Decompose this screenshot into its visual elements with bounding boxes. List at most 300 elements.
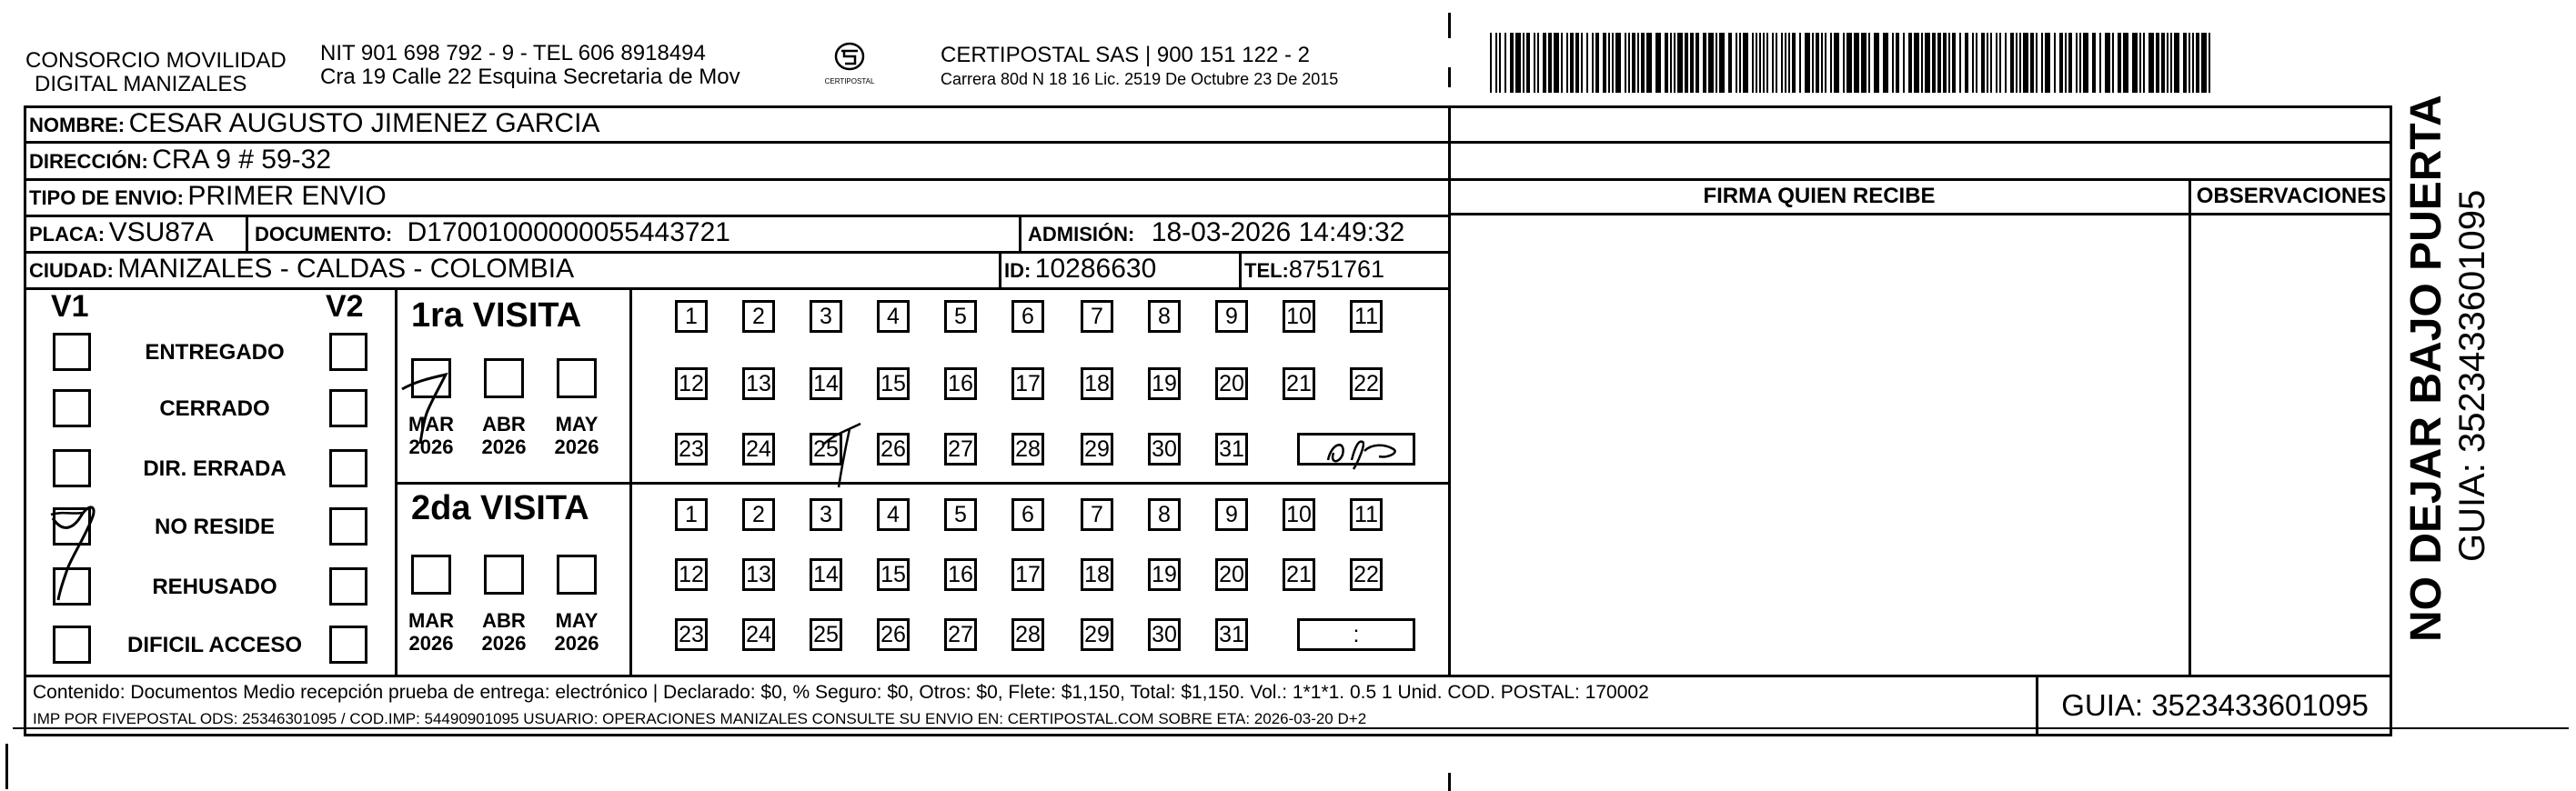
barcode-bar (2065, 33, 2067, 93)
barcode-bar (1696, 33, 1699, 93)
barcode-bar (1595, 33, 1599, 93)
barcode-bar (2076, 33, 2078, 93)
day-box[interactable]: 28 (1011, 618, 1044, 651)
status-label: CERRADO (159, 396, 270, 421)
barcode-bar (1504, 33, 1506, 93)
time-box[interactable]: : (1297, 618, 1415, 651)
day-box[interactable]: 18 (1081, 558, 1113, 591)
first-visit-label: 1ra VISITA (411, 296, 582, 335)
day-box[interactable]: 30 (1148, 618, 1181, 651)
address-value: CRA 9 # 59-32 (152, 145, 332, 175)
barcode-bar (1685, 33, 1688, 93)
name-label: NOMBRE: (29, 114, 126, 136)
barcode-bar (1561, 33, 1563, 93)
month-year: 2026 (481, 436, 527, 458)
document-field (255, 215, 730, 255)
day-box[interactable]: 9 (1215, 300, 1248, 333)
month-checkbox[interactable] (484, 358, 524, 398)
admission-value: 18-03-2026 14:49:32 (1151, 217, 1405, 247)
barcode-bar (2112, 33, 2114, 93)
barcode-bar (2209, 33, 2210, 93)
scan-mark (1448, 13, 1451, 38)
observations-header: OBSERVACIONES (2196, 184, 2387, 208)
barcode-bar (1932, 33, 1936, 93)
v2-checkbox[interactable] (329, 567, 367, 606)
barcode-bar (1543, 33, 1546, 93)
barcode-bar (1959, 33, 1961, 93)
day-box[interactable]: 11 (1350, 498, 1383, 531)
barcode-bar (1566, 33, 1568, 93)
barcode-bar (1586, 33, 1588, 93)
barcode-bar (1914, 33, 1919, 93)
barcode-bar (1628, 33, 1630, 93)
tel-divider (1239, 251, 1242, 287)
sender-nit: NIT 901 698 792 - 9 - TEL 606 8918494 (320, 41, 706, 65)
month-label (549, 609, 604, 655)
day-box[interactable]: 21 (1283, 367, 1315, 400)
month-name: MAR (408, 413, 455, 436)
month-year: 2026 (554, 632, 599, 655)
handwritten-time-mark (1312, 433, 1430, 473)
barcode-bar (1908, 33, 1912, 93)
barcode-bar (1937, 33, 1941, 93)
barcode-bar (2092, 33, 2096, 93)
day-box[interactable]: 6 (1011, 498, 1044, 531)
side-guide (2452, 190, 2492, 562)
barcode-bar (1665, 33, 1668, 93)
day-box[interactable]: 8 (1148, 300, 1181, 333)
day-box[interactable]: 7 (1081, 300, 1113, 333)
day-box[interactable]: 24 (742, 433, 775, 466)
barcode-bar (2036, 33, 2038, 93)
carrier-logo-text: CERTIPOSTAL (824, 77, 875, 85)
barcode-bar (1515, 33, 1521, 93)
barcode-bar (1805, 33, 1810, 93)
day-box[interactable]: 25 (810, 618, 842, 651)
barcode-bar (2105, 33, 2110, 93)
day-box[interactable]: 15 (877, 558, 910, 591)
scan-mark (1448, 773, 1451, 791)
status-label: ENTREGADO (145, 340, 285, 365)
barcode-bar (2174, 33, 2179, 93)
document-value: D17001000000055443721 (407, 217, 730, 247)
side-warning (2403, 95, 2450, 642)
day-box[interactable]: 1 (675, 300, 708, 333)
month-checkbox[interactable] (484, 555, 524, 595)
day-box[interactable]: 2 (742, 498, 775, 531)
v1-checkbox[interactable] (53, 333, 91, 371)
barcode-bar (1523, 33, 1524, 93)
barcode-bar (1921, 33, 1923, 93)
month-year: 2026 (408, 632, 454, 655)
signature-header: FIRMA QUIEN RECIBE (1703, 184, 1936, 208)
days-divider (629, 287, 632, 675)
barcode-bar (2083, 33, 2088, 93)
barcode-bar (2019, 33, 2021, 93)
carrier-address: Carrera 80d N 18 16 Lic. 2519 De Octubre 23 De 2015 (941, 70, 1339, 88)
month-name: MAY (555, 413, 599, 436)
day-box[interactable]: 19 (1148, 558, 1181, 591)
day-box[interactable]: 13 (742, 367, 775, 400)
barcode-bar (1510, 33, 1514, 93)
barcode-bar (1490, 33, 1492, 93)
observations-area[interactable] (2192, 216, 2390, 673)
barcode-bar (1708, 33, 1714, 93)
month-checkbox[interactable] (411, 555, 451, 595)
barcode-bar (2201, 33, 2207, 93)
visit-divider (395, 482, 1450, 485)
signature-header-border (1448, 213, 2392, 215)
plate-field (29, 215, 214, 255)
barcode-bar (1788, 33, 1790, 93)
month-label (477, 413, 531, 458)
handwritten-day-mark (815, 418, 870, 491)
day-box[interactable]: 27 (944, 618, 977, 651)
barcode-bar (1772, 33, 1774, 93)
v1-checkbox[interactable] (53, 449, 91, 487)
day-box[interactable]: 3 (810, 300, 842, 333)
day-box[interactable]: 26 (877, 618, 910, 651)
barcode-bar (1976, 33, 1977, 93)
name-field (29, 105, 599, 146)
barcode-bar (1495, 33, 1497, 93)
barcode-bar (1655, 33, 1661, 93)
day-box[interactable]: 20 (1215, 558, 1248, 591)
day-box[interactable]: 29 (1081, 433, 1113, 466)
barcode-bar (2167, 33, 2168, 93)
barcode-bar (1781, 33, 1783, 93)
barcode-bar (1996, 33, 1997, 93)
shipping-type-label: TIPO DE ENVIO: (29, 186, 184, 209)
barcode-bar (1728, 33, 1732, 93)
barcode-bar (1534, 33, 1535, 93)
name-value: CESAR AUGUSTO JIMENEZ GARCIA (128, 108, 600, 138)
barcode-bar (1743, 33, 1748, 93)
tel-label: TEL: (1244, 259, 1289, 282)
v2-label: V2 (326, 289, 364, 324)
day-box[interactable]: 6 (1011, 300, 1044, 333)
day-box[interactable]: 5 (944, 498, 977, 531)
day-box[interactable]: 22 (1350, 558, 1383, 591)
day-box[interactable]: 10 (1283, 498, 1315, 531)
month-name: ABR (482, 413, 526, 436)
admission-field (1028, 215, 1404, 255)
barcode-bar (1883, 33, 1888, 93)
day-box[interactable]: 18 (1081, 367, 1113, 400)
day-box[interactable]: 17 (1011, 558, 1044, 591)
barcode-bar (2030, 33, 2034, 93)
barcode-bar (2059, 33, 2063, 93)
barcode-bar (1646, 33, 1652, 93)
barcode-bar (1703, 33, 1706, 93)
day-box[interactable]: 4 (877, 498, 910, 531)
barcode-bar (1570, 33, 1574, 93)
day-box[interactable]: 19 (1148, 367, 1181, 400)
day-box[interactable]: 13 (742, 558, 775, 591)
v2-checkbox[interactable] (329, 449, 367, 487)
day-box[interactable]: 10 (1283, 300, 1315, 333)
day-box[interactable]: 9 (1215, 498, 1248, 531)
v1-checkbox[interactable] (53, 626, 91, 664)
shipping-type-field (29, 178, 387, 219)
barcode-bar (2068, 33, 2072, 93)
barcode-bar (1825, 33, 1826, 93)
barcode-bar (1861, 33, 1867, 93)
day-box[interactable]: 3 (810, 498, 842, 531)
barcode-bar (1821, 33, 1823, 93)
observations-divider (2189, 178, 2191, 675)
day-box[interactable]: 21 (1283, 558, 1315, 591)
day-box[interactable]: 14 (810, 558, 842, 591)
barcode-bar (1752, 33, 1754, 93)
barcode-bar (1612, 33, 1614, 93)
barcode-bar (2156, 33, 2159, 93)
barcode-bar (2005, 33, 2007, 93)
sender-address: Cra 19 Calle 22 Esquina Secretaria de Mov (320, 65, 740, 89)
carrier-info (941, 44, 1338, 89)
id-value: 10286630 (1034, 254, 1157, 284)
barcode-bar (2010, 33, 2014, 93)
day-box[interactable]: 16 (944, 558, 977, 591)
barcode-bar (1874, 33, 1879, 93)
barcode-bar (1903, 33, 1905, 93)
day-box[interactable]: 26 (877, 433, 910, 466)
barcode-bar (1719, 33, 1725, 93)
barcode-bar (1670, 33, 1672, 93)
footer-content-line: Contenido: Documentos Medio recepción prueba de entrega: electrónico | Declarado: $0, % Seguro: $0, Otros: $0, Flete: $1,150, Total: $1,150. Vol.: 1*1*1. 0.5 1 Unid. COD. POSTAL: 170002 (33, 682, 1649, 703)
plate-label: PLACA: (29, 223, 106, 245)
barcode-bar (2183, 33, 2187, 93)
barcode-bar (1776, 33, 1777, 93)
barcode-bar (2123, 33, 2128, 93)
admission-label: ADMISIÓN: (1028, 223, 1135, 245)
scan-mark (1448, 67, 1451, 87)
barcode-bar (1739, 33, 1741, 93)
day-box[interactable]: 29 (1081, 618, 1113, 651)
address-label: DIRECCIÓN: (29, 150, 148, 173)
carrier-name: CERTIPOSTAL SAS | 900 151 122 - 2 (941, 43, 1310, 67)
day-box[interactable]: 25 (810, 433, 842, 466)
barcode-bar (1603, 33, 1606, 93)
v2-checkbox[interactable] (329, 333, 367, 371)
plate-divider (246, 215, 248, 251)
barcode-bar (1948, 33, 1950, 93)
barcode-bar (1843, 33, 1845, 93)
barcode-bar (1763, 33, 1765, 93)
sender-name (25, 49, 287, 96)
footer-imp-line: IMP POR FIVEPOSTAL ODS: 25346301095 / COD.IMP: 54490901095 USUARIO: OPERACIONES MANIZALES CONSULTE SU ENVIO EN: CERTIPOSTAL.COM SOBRE ETA: 2026-03-20 D+2 (33, 710, 1367, 727)
day-box[interactable]: 12 (675, 367, 708, 400)
barcode-bar (2161, 33, 2165, 93)
plate-value: VSU87A (108, 217, 214, 247)
barcode-bar (1812, 33, 1814, 93)
sender-info (320, 42, 740, 89)
barcode-bar (1816, 33, 1819, 93)
day-box[interactable]: 31 (1215, 433, 1248, 466)
barcode-bar (1792, 33, 1796, 93)
barcode-bar (2045, 33, 2050, 93)
scan-mark (5, 744, 8, 789)
handwritten-month-mark (397, 358, 460, 449)
barcode-bar (2143, 33, 2145, 93)
barcode-bar (1759, 33, 1761, 93)
month-checkbox[interactable] (557, 358, 597, 398)
barcode-bar (1785, 33, 1786, 93)
day-box[interactable]: 28 (1011, 433, 1044, 466)
barcode-bar (1854, 33, 1859, 93)
day-box[interactable]: 22 (1350, 367, 1383, 400)
month-name: ABR (482, 609, 526, 632)
barcode-bar (2023, 33, 2028, 93)
barcode-bar (1896, 33, 1899, 93)
day-box[interactable]: 14 (810, 367, 842, 400)
handwritten-check (45, 498, 118, 607)
barcode-bar (1830, 33, 1832, 93)
barcode-bar (1799, 33, 1801, 93)
shipping-type-value: PRIMER ENVIO (187, 181, 387, 211)
barcode-bar (1526, 33, 1530, 93)
barcode-bar (1943, 33, 1947, 93)
side-guide-text: GUIA: 3523433601095 (2452, 189, 2492, 562)
barcode-bar (2132, 33, 2138, 93)
day-box[interactable]: 11 (1350, 300, 1383, 333)
day-box[interactable]: 30 (1148, 433, 1181, 466)
barcode-bar (1499, 33, 1501, 93)
carrier-logo (824, 40, 875, 86)
sender-name-line2: DIGITAL MANIZALES (35, 72, 247, 96)
day-box[interactable]: 23 (675, 618, 708, 651)
barcode-bar (2196, 33, 2199, 93)
month-checkbox[interactable] (557, 555, 597, 595)
barcode-bar (1615, 33, 1621, 93)
status-label: NO RESIDE (154, 515, 276, 539)
barcode-bar (1554, 33, 1559, 93)
id-label: ID: (1004, 259, 1031, 282)
month-year: 2026 (554, 436, 599, 458)
day-box[interactable]: 16 (944, 367, 977, 400)
month-label (549, 413, 604, 458)
barcode (1490, 33, 2218, 93)
day-box[interactable]: 31 (1215, 618, 1248, 651)
barcode-bar (1892, 33, 1894, 93)
id-divider (999, 251, 1001, 287)
barcode-bar (2118, 33, 2121, 93)
barcode-bar (2139, 33, 2141, 93)
barcode-bar (1834, 33, 1839, 93)
day-box[interactable]: 2 (742, 300, 775, 333)
barcode-bar (1575, 33, 1579, 93)
barcode-bar (2079, 33, 2081, 93)
barcode-bar (1548, 33, 1552, 93)
day-box[interactable]: 23 (675, 433, 708, 466)
barcode-bar (1537, 33, 1539, 93)
barcode-bar (1999, 33, 2001, 93)
month-name: MAR (408, 609, 455, 632)
month-label (477, 609, 531, 655)
barcode-bar (2170, 33, 2172, 93)
v2-checkbox[interactable] (329, 626, 367, 664)
v1-label: V1 (51, 289, 89, 324)
barcode-bar (1766, 33, 1768, 93)
second-visit-label: 2da VISITA (411, 489, 589, 527)
barcode-bar (2148, 33, 2154, 93)
status-label: REHUSADO (152, 575, 277, 599)
day-box[interactable]: 7 (1081, 498, 1113, 531)
barcode-bar (1965, 33, 1968, 93)
barcode-bar (1674, 33, 1675, 93)
day-box[interactable]: 1 (675, 498, 708, 531)
v2-checkbox[interactable] (329, 389, 367, 427)
footer-guide-number: GUIA: 3523433601095 (2061, 688, 2369, 722)
barcode-bar (2016, 33, 2018, 93)
barcode-bar (1952, 33, 1956, 93)
month-year: 2026 (408, 436, 454, 458)
barcode-bar (1868, 33, 1870, 93)
barcode-bar (1637, 33, 1639, 93)
barcode-bar (2041, 33, 2043, 93)
month-year: 2026 (481, 632, 527, 655)
barcode-bar (2054, 33, 2056, 93)
month-name: MAY (555, 609, 599, 632)
city-label: CIUDAD: (29, 259, 114, 282)
day-box[interactable]: 20 (1215, 367, 1248, 400)
barcode-bar (1592, 33, 1594, 93)
status-label: DIR. ERRADA (143, 456, 287, 481)
barcode-bar (1756, 33, 1757, 93)
barcode-bar (1677, 33, 1683, 93)
v1-checkbox[interactable] (53, 389, 91, 427)
admission-divider (1019, 215, 1021, 251)
barcode-bar (1987, 33, 1988, 93)
month-label (404, 609, 458, 655)
barcode-bar (2192, 33, 2194, 93)
barcode-bar (1641, 33, 1645, 93)
day-box[interactable]: 17 (1011, 367, 1044, 400)
id-field (1004, 251, 1156, 292)
barcode-bar (1981, 33, 1985, 93)
day-box[interactable]: 5 (944, 300, 977, 333)
day-box[interactable]: 12 (675, 558, 708, 591)
barcode-bar (1690, 33, 1694, 93)
city-field (29, 251, 574, 292)
tel-value: 8751761 (1288, 255, 1385, 283)
document-label: DOCUMENTO: (255, 223, 393, 245)
barcode-bar (1846, 33, 1852, 93)
side-warning-text: NO DEJAR BAJO PUERTA (2402, 95, 2450, 642)
barcode-bar (1632, 33, 1635, 93)
status-divider (395, 287, 397, 675)
signature-area[interactable] (1452, 216, 2187, 673)
day-box[interactable]: 4 (877, 300, 910, 333)
barcode-bar (2189, 33, 2190, 93)
barcode-bar (1972, 33, 1974, 93)
day-box[interactable]: 27 (944, 433, 977, 466)
day-box[interactable]: 24 (742, 618, 775, 651)
day-box[interactable]: 8 (1148, 498, 1181, 531)
barcode-bar (1581, 33, 1583, 93)
v2-checkbox[interactable] (329, 507, 367, 546)
day-box[interactable]: 15 (877, 367, 910, 400)
address-field (29, 142, 331, 183)
barcode-bar (1736, 33, 1737, 93)
barcode-bar (1716, 33, 1717, 93)
barcode-bar (1625, 33, 1626, 93)
sender-name-line1: CONSORCIO MOVILIDAD (25, 48, 287, 73)
tel-field (1244, 251, 1384, 292)
carrier-logo-icon (833, 40, 866, 73)
barcode-bar (1608, 33, 1610, 93)
status-label: DIFICIL ACCESO (126, 633, 302, 657)
